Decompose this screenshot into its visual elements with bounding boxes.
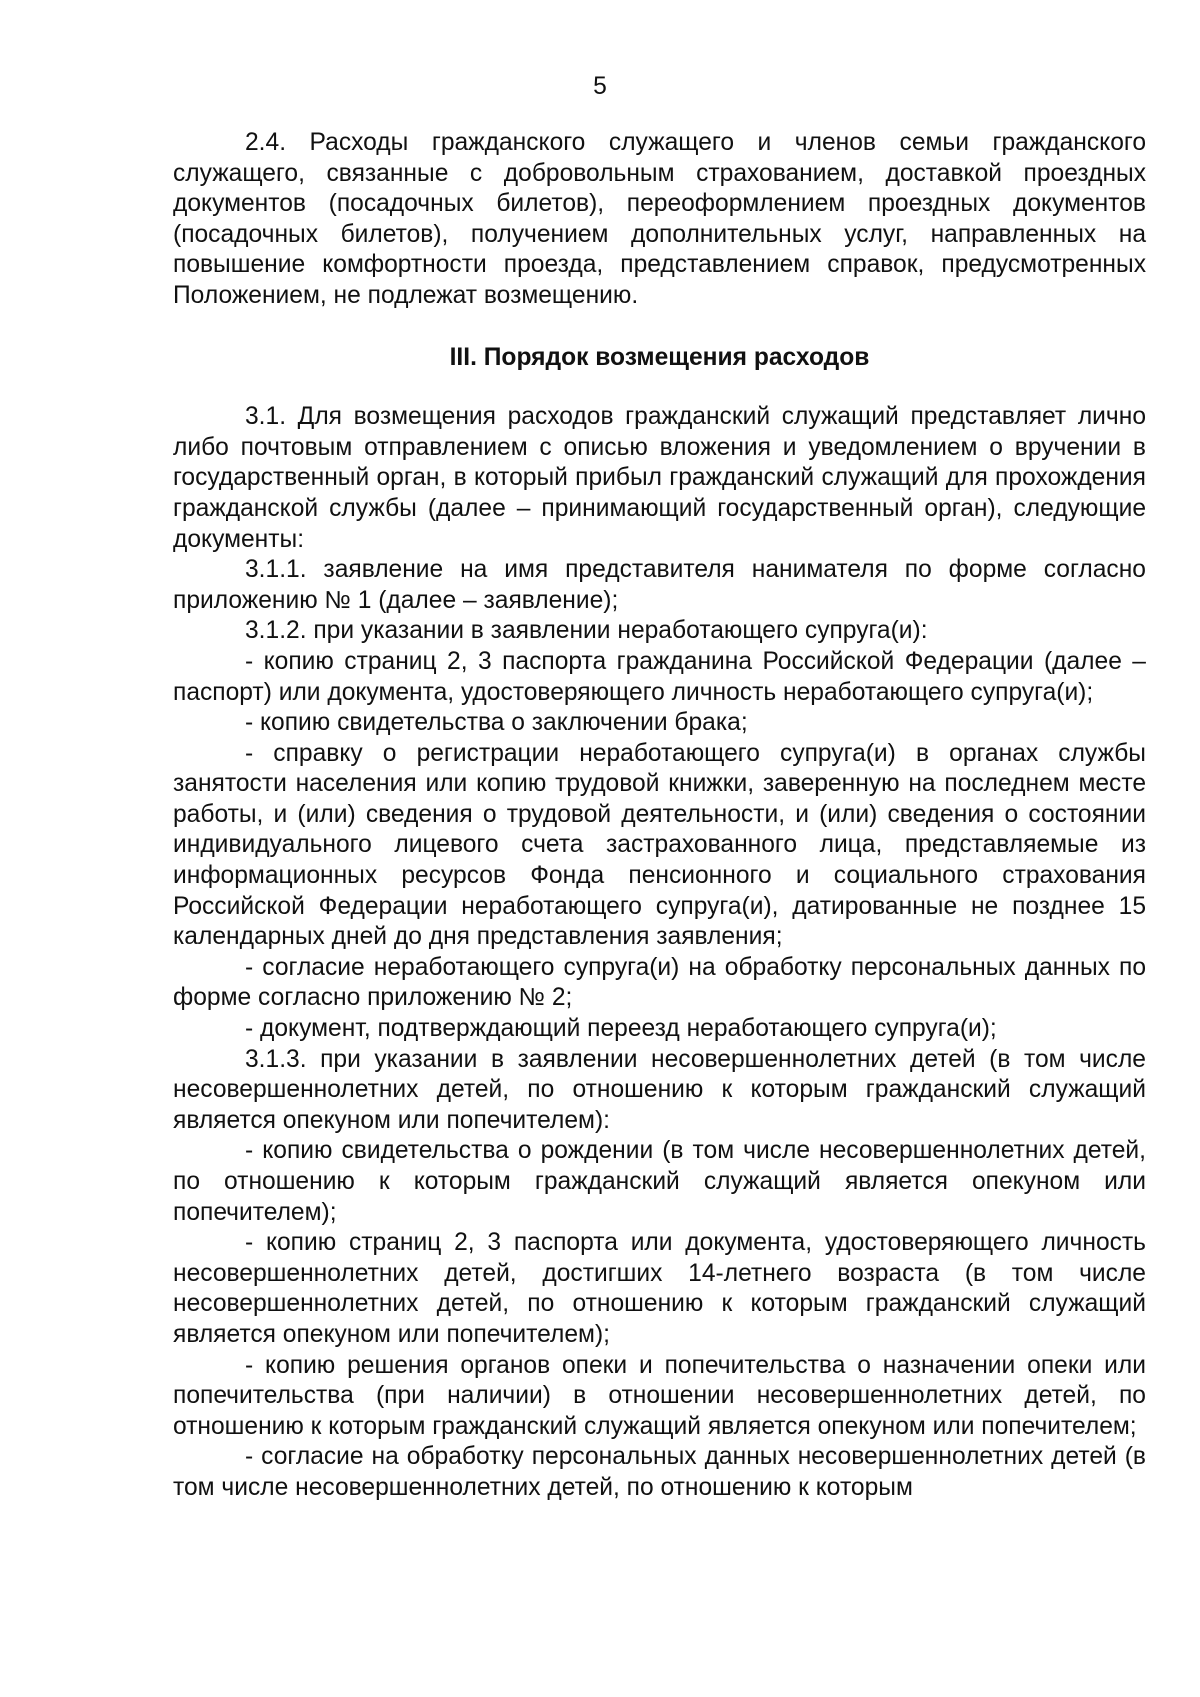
- list-item-marriage-certificate: - копию свидетельства о заключении брака;: [245, 709, 748, 737]
- section-heading: III. Порядок возмещения расходов: [449, 343, 870, 371]
- paragraph-3-1-2: 3.1.2. при указании в заявлении неработающего супруга(и):: [245, 617, 928, 645]
- list-item-birth-certificate: - копию свидетельства о рождении (в том числе несовершеннолетних детей, по отношению к которым гражданский служащий является опекуном или попечителем);: [173, 1137, 1146, 1226]
- list-item-children-consent: - согласие на обработку персональных данных несовершеннолетних детей (в том числе несовершеннолетних детей, по отношению к которым: [173, 1443, 1146, 1501]
- list-item-spouse-consent: - согласие неработающего супруга(и) на обработку персональных данных по форме согласно приложению № 2;: [173, 953, 1146, 1012]
- list-item-relocation-document: - документ, подтверждающий переезд неработающего супруга(и);: [245, 1015, 997, 1043]
- page-number: 5: [593, 73, 607, 100]
- paragraph-3-1-3: 3.1.3. при указании в заявлении несовершеннолетних детей (в том числе несовершеннолетних детей, по отношению к которым гражданский служащий является опекуном или попечителем):: [173, 1045, 1146, 1134]
- list-item-guardianship-decision: - копию решения органов опеки и попечительства о назначении опеки или попечительства (при наличии) в отношении несовершеннолетних детей, по отношению к которым гражданский служащий является опекуном или попечителем;: [173, 1351, 1146, 1440]
- paragraph-2-4: 2.4. Расходы гражданского служащего и членов семьи гражданского служащего, связанные с добровольным страхованием, доставкой проездных документов (посадочных билетов), переоформлением проездных документов (посадочных билетов), получением дополнительных услуг, направленных на повышение комфортности проезда, представлением справок, предусмотренных Положением, не подлежат возмещению.: [173, 129, 1146, 309]
- paragraph-3-1: 3.1. Для возмещения расходов гражданский служащий представляет лично либо почтовым отправлением с описью вложения и уведомлением о вручении в государственный орган, в который прибыл гражданский служащий для прохождения гражданской службы (далее – принимающий государственный орган), следующие документы:: [173, 403, 1146, 553]
- paragraph-3-1-1: 3.1.1. заявление на имя представителя нанимателя по форме согласно приложению № 1 (далее – заявление);: [173, 556, 1146, 614]
- list-item-employment-certificate: - справку о регистрации неработающего супруга(и) в органах службы занятости населения или копию трудовой книжки, заверенную на последнем месте работы, и (или) сведения о трудовой деятельности, и (или) сведения о состоянии индивидуального лицевого счета застрахованного лица, представляемые из информационных ресурсов Фонда пенсионного и социального страхования Российской Федерации неработающего супруга(и), датированные не позднее 15 календарных дней до дня представления заявления;: [173, 739, 1146, 951]
- list-item-children-passport: - копию страниц 2, 3 паспорта или документа, удостоверяющего личность несовершеннолетних детей, достигших 14-летнего возраста (в том числе несовершеннолетних детей, по отношению к которым гражданский служащий является опекуном или попечителем);: [173, 1229, 1146, 1348]
- document-body: [173, 128, 1146, 1504]
- list-item-passport-copy: - копию страниц 2, 3 паспорта гражданина Российской Федерации (далее – паспорт) или документа, удостоверяющего личность неработающего супруга(и);: [173, 647, 1146, 706]
